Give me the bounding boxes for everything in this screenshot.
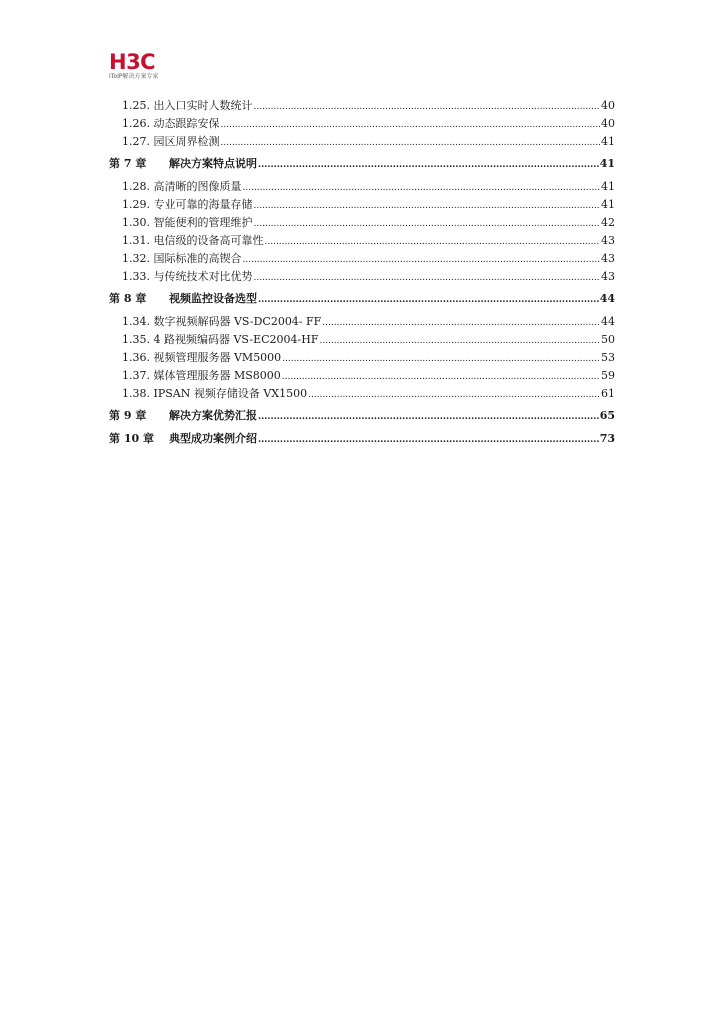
toc-chapter-entry[interactable]	[109, 155, 615, 173]
toc-section-entry[interactable]	[109, 313, 615, 331]
dot-leader	[322, 313, 600, 332]
toc-section-entry[interactable]	[109, 232, 615, 250]
toc-entry-title: 1.25. 出入口实时人数统计	[122, 99, 253, 112]
table-of-contents	[109, 97, 615, 453]
dot-leader	[254, 97, 601, 116]
toc-page-number: 43	[601, 270, 615, 283]
toc-page-number: 53	[601, 351, 615, 364]
toc-section-entry[interactable]	[109, 115, 615, 133]
toc-section-entry[interactable]	[109, 331, 615, 349]
toc-page-number: 61	[601, 387, 615, 400]
toc-entry-title: 1.34. 数字视频解码器 VS-DC2004- FF	[122, 315, 322, 328]
toc-entry-title: 典型成功案例介绍	[169, 432, 257, 445]
dot-leader	[243, 250, 601, 269]
toc-entry-title: 1.36. 视频管理服务器 VM5000	[122, 351, 282, 364]
dot-leader	[319, 331, 600, 350]
toc-entry-title: 1.32. 国际标准的高锲合	[122, 252, 242, 265]
chapter-number: 第 10 章	[109, 432, 154, 445]
toc-section-entry[interactable]	[109, 268, 615, 286]
toc-entry-title: 1.28. 高清晰的图像质量	[122, 180, 242, 193]
toc-section-entry[interactable]	[109, 133, 615, 151]
toc-section-entry[interactable]	[109, 97, 615, 115]
toc-entry-title: 1.31. 电信级的设备高可靠性	[122, 234, 264, 247]
toc-page-number: 65	[599, 409, 615, 422]
toc-entry-title: 1.37. 媒体管理服务器 MS8000	[122, 369, 281, 382]
toc-page-number: 41	[601, 198, 615, 211]
dot-leader	[254, 214, 601, 233]
toc-entry-title: 解决方案特点说明	[169, 157, 257, 170]
toc-section-entry[interactable]	[109, 250, 615, 268]
toc-page-number: 40	[601, 99, 615, 112]
dot-leader	[308, 385, 600, 404]
dot-leader	[221, 115, 601, 134]
toc-entry-title: 1.26. 动态跟踪安保	[122, 117, 220, 130]
toc-entry-title: 1.38. IPSAN 视频存储设备 VX1500	[122, 387, 308, 400]
chapter-number: 第 7 章	[109, 157, 147, 170]
toc-page-number: 50	[601, 333, 615, 346]
toc-page-number: 44	[601, 315, 615, 328]
toc-entry-title: 1.27. 园区周界检测	[122, 135, 220, 148]
toc-section-entry[interactable]	[109, 367, 615, 385]
toc-page-number: 40	[601, 117, 615, 130]
dot-leader	[282, 349, 600, 368]
toc-section-entry[interactable]	[109, 385, 615, 403]
dot-leader	[258, 290, 599, 309]
toc-page-number: 59	[601, 369, 615, 382]
dot-leader	[258, 155, 599, 174]
toc-section-entry[interactable]	[109, 349, 615, 367]
h3c-logo	[109, 52, 179, 84]
toc-entry-title: 1.30. 智能便利的管理维护	[122, 216, 253, 229]
toc-chapter-entry[interactable]	[109, 290, 615, 308]
dot-leader	[243, 178, 601, 197]
toc-page-number: 44	[599, 292, 615, 305]
logo-mark: H3C	[109, 50, 156, 74]
toc-entry-title: 视频监控设备选型	[169, 292, 257, 305]
toc-page-number: 43	[601, 234, 615, 247]
dot-leader	[258, 430, 599, 449]
toc-section-entry[interactable]	[109, 196, 615, 214]
toc-chapter-entry[interactable]	[109, 407, 615, 425]
toc-entry-title: 1.29. 专业可靠的海量存储	[122, 198, 253, 211]
dot-leader	[221, 133, 601, 152]
toc-page-number: 41	[601, 135, 615, 148]
toc-page-number: 41	[599, 157, 615, 170]
toc-page-number: 43	[601, 252, 615, 265]
toc-entry-title: 解决方案优势汇报	[169, 409, 257, 422]
toc-page-number: 41	[601, 180, 615, 193]
toc-section-entry[interactable]	[109, 178, 615, 196]
toc-chapter-entry[interactable]	[109, 430, 615, 448]
chapter-number: 第 8 章	[109, 292, 147, 305]
dot-leader	[254, 196, 601, 215]
toc-entry-title: 1.33. 与传统技术对比优势	[122, 270, 253, 283]
toc-section-entry[interactable]	[109, 214, 615, 232]
dot-leader	[265, 232, 601, 251]
toc-page-number: 42	[601, 216, 615, 229]
dot-leader	[254, 268, 601, 287]
toc-entry-title: 1.35. 4 路视频编码器 VS-EC2004-HF	[122, 333, 319, 346]
chapter-number: 第 9 章	[109, 409, 147, 422]
dot-leader	[258, 407, 599, 426]
toc-page-number: 73	[599, 432, 615, 445]
logo-tagline: IToIP解决方案专家	[109, 73, 159, 80]
dot-leader	[282, 367, 600, 386]
